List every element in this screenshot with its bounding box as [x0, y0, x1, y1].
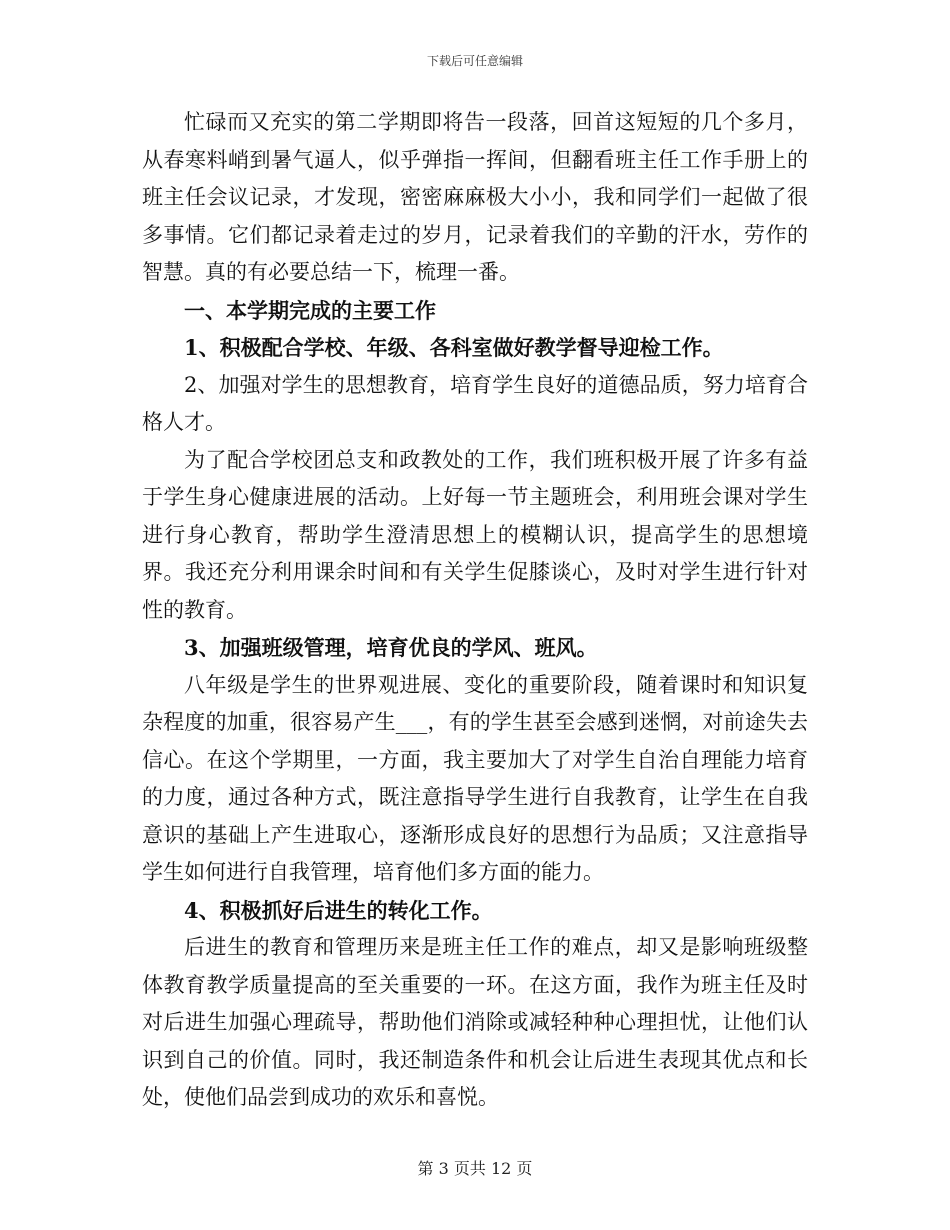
item-heading-3: 3、加强班级管理，培育优良的学风、班风。: [184, 635, 598, 660]
section-heading-main-work: 一、本学期完成的主要工作: [184, 297, 436, 323]
paragraph-item-2: 2、加强对学生的思想教育，培育学生良好的道德品质，努力培育合格人才。: [142, 372, 808, 434]
document-body: [142, 104, 808, 1117]
page-number-footer: 第 3 页共 12 页: [417, 1159, 533, 1178]
header-note: 下载后可任意编辑: [426, 54, 523, 68]
paragraph-intro: 忙碌而又充实的第二学期即将告一段落，回首这短短的几个多月，从春寒料峭到暑气逼人，似乎弹指一挥间，但翻看班主任工作手册上的班主任会议记录，才发现，密密麻麻极大小小，我和同学们一起做了很多事情。它们都记录着走过的岁月，记录着我们的辛勤的汗水，劳作的智慧。真的有必要总结一下，梳理一番。: [142, 110, 808, 284]
item-heading-1: 1、积极配合学校、年级、各科室做好教学督导迎检工作。: [184, 335, 724, 360]
item-heading-4: 4、积极抓好后进生的转化工作。: [184, 897, 493, 923]
paragraph-class-management: 八年级是学生的世界观进展、变化的重要阶段，随着课时和知识复杂程度的加重，很容易产生___，有的学生甚至会感到迷惘，对前途失去信心。在这个学期里，一方面，我主要加大了对学生自治自理能力培育的力度，通过各种方式，既注意指导学生进行自我教育，让学生在自我意识的基础上产生进取心，逐渐形成良好的思想行为品质；又注意指导学生如何进行自我管理，培育他们多方面的能力。: [142, 672, 808, 884]
paragraph-underachievers: 后进生的教育和管理历来是班主任工作的难点，却又是影响班级整体教育教学质量提高的至关重要的一环。在这方面，我作为班主任及时对后进生加强心理疏导，帮助他们消除或减轻种种心理担忧，让他们认识到自己的价值。同时，我还制造条件和机会让后进生表现其优点和长处，使他们品尝到成功的欢乐和喜悦。: [142, 935, 808, 1109]
paragraph-activities: 为了配合学校团总支和政教处的工作，我们班积极开展了许多有益于学生身心健康进展的活动。上好每一节主题班会，利用班会课对学生进行身心教育，帮助学生澄清思想上的模糊认识，提高学生的思想境界。我还充分利用课余时间和有关学生促膝谈心，及时对学生进行针对性的教育。: [142, 447, 808, 622]
